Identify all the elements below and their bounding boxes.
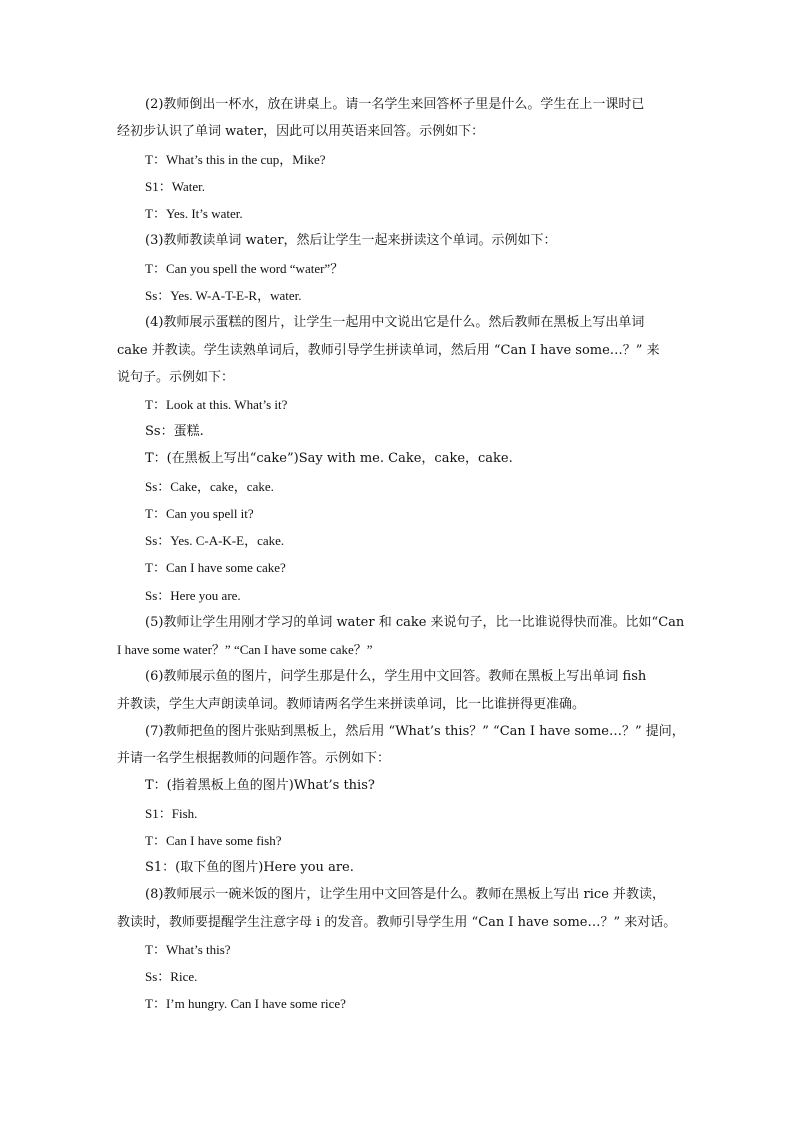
dialogue-line: T：What’s this? [145, 942, 231, 957]
dialogue-line: Ss：Yes. W-A-T-E-R，water. [145, 288, 302, 303]
dialogue-line: Ss：Yes. C-A-K-E，cake. [145, 533, 285, 548]
dialogue-line: T：(在黑板上写出“cake”)Say with me. Cake，cake，cake. [145, 451, 513, 466]
paragraph-6-line-1: (6)教师展示鱼的图片，问学生那是什么，学生用中文回答。教师在黑板上写出单词 fish [145, 669, 647, 684]
paragraph-4-line-1: (4)教师展示蛋糕的图片，让学生一起用中文说出它是什么。然后教师在黑板上写出单词 [145, 315, 645, 330]
paragraph-5-line-2: I have some water？” “Can I have some cake？” [117, 642, 373, 657]
dialogue-line: T：Yes. It’s water. [145, 206, 243, 221]
dialogue-line: T：Look at this. What’s it? [145, 397, 288, 412]
dialogue-line: T：What’s this in the cup，Mike? [145, 152, 326, 167]
paragraph-8-line-1: (8)教师展示一碗米饭的图片，让学生用中文回答是什么。教师在黑板上写出 rice 并教读， [145, 887, 666, 902]
paragraph-5-line-1: (5)教师让学生用刚才学习的单词 water 和 cake 来说句子，比一比谁说得快而准。比如“Can [145, 615, 685, 630]
dialogue-line: T：Can you spell the word “water”？ [145, 261, 344, 276]
dialogue-line: T：Can you spell it? [145, 506, 254, 521]
dialogue-line: T：Can I have some cake? [145, 560, 286, 575]
paragraph-2-line-1: (2)教师倒出一杯水，放在讲桌上。请一名学生来回答杯子里是什么。学生在上一课时已 [145, 97, 645, 112]
dialogue-line: S1：Water. [145, 179, 205, 194]
dialogue-line: Ss：Cake，cake，cake. [145, 479, 274, 494]
dialogue-line: S1：(取下鱼的图片)Here you are. [145, 860, 354, 875]
paragraph-8-line-2: 教读时，教师要提醒学生注意字母 i 的发音。教师引导学生用 “Can I have some…？” 来对话。 [117, 915, 677, 930]
dialogue-line: T：Can I have some fish? [145, 833, 282, 848]
paragraph-3: (3)教师教读单词 water，然后让学生一起来拼读这个单词。示例如下： [145, 233, 557, 248]
paragraph-4-line-3: 说句子。示例如下： [117, 370, 235, 385]
paragraph-2-line-2: 经初步认识了单词 water，因此可以用英语来回答。示例如下： [117, 124, 485, 139]
dialogue-line: T：I’m hungry. Can I have some rice? [145, 996, 346, 1011]
dialogue-line: T：(指着黑板上鱼的图片)What’s this? [145, 778, 375, 793]
dialogue-line: Ss：Rice. [145, 969, 198, 984]
dialogue-line: Ss：蛋糕. [145, 424, 204, 439]
paragraph-7-line-1: (7)教师把鱼的图片张贴到黑板上，然后用 “What’s this？” “Can I have some…？” 提问， [145, 724, 685, 739]
paragraph-4-line-2: cake 并教读。学生读熟单词后，教师引导学生拼读单词，然后用 “Can I have some…？” 来 [117, 343, 660, 358]
paragraph-7-line-2: 并请一名学生根据教师的问题作答。示例如下： [117, 751, 391, 766]
dialogue-line: Ss：Here you are. [145, 588, 241, 603]
paragraph-6-line-2: 并教读，学生大声朗读单词。教师请两名学生来拼读单词，比一比谁拼得更准确。 [117, 697, 586, 712]
dialogue-line: S1：Fish. [145, 806, 198, 821]
